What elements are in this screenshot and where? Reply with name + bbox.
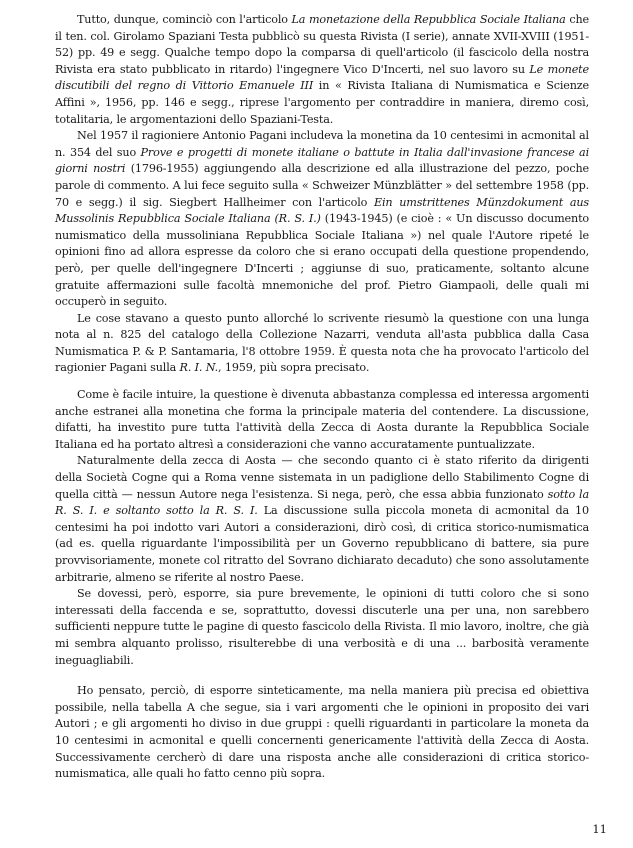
- paragraph-4: [55, 387, 589, 453]
- italic-text: La monetazione della Repubblica Sociale Italiana: [291, 13, 566, 26]
- paragraph-1: [55, 12, 589, 128]
- paragraph-6: [55, 586, 589, 669]
- text-run: in « Rivista Italiana di Numismatica e Scienze Affini », 1956, pp. 146 e segg., riprese l'argomento per contraddire in maniera, diremo così, totalitaria, le argomentazioni dello Spaziani-Testa.: [55, 79, 589, 126]
- text-run: (1796-1955) aggiungendo alla descrizione ed alla illustrazione del pezzo, poche parole di commento. A lui fece seguito sulla « Schweizer Münzblätter » del settembre 1958 (pp. 70 e segg.) il sig. Siegbert Hallheimer con l'articolo: [55, 162, 589, 209]
- italic-text: Ein umstrittenes Münzdokument aus Mussolinis Repubblica Sociale Italiana (R. S. I.): [55, 195, 589, 226]
- italic-text: R. I. N.: [179, 361, 219, 375]
- paragraph-5: [55, 453, 589, 586]
- text-run: Le cose stavano a questo punto allorché lo scrivente riesumò la questione con una lunga nota al n. 825 del catalogo della Collezione Nazarri, venduta all'asta pubblica dalla Casa Numismatica P. & P. Santamaria, l'8 ottobre 1959. È questa nota che ha provocato l'articolo del ragionier Pagani sulla: [55, 311, 589, 375]
- text-run: che il ten. col. Girolamo Spaziani Testa pubblicò su questa Rivista (I serie), annate XVII-XVIII (1951-52) pp. 49 e segg. Qualche tempo dopo la comparsa di quell'articolo (il fascicolo della nostra Rivista era stato pubblicato in ritardo) l'ingegnere Vico D'Incerti, nel suo lavoro su: [55, 13, 589, 76]
- text-run: Ho pensato, perciò, di esporre sinteticamente, ma nella maniera più precisa ed obiettiva possibile, nella tabella A che segue, sia i vari argomenti che le opinioni in proposito dei vari Autori ; e gli argomenti ho diviso in due gruppi : quelli riguardanti in particolare la moneta da 10 centesimi in acmonital e quelli concernenti genericamente l'attività della Zecca di Aosta. Successivamente cercherò di dare una risposta anche alle considerazioni di critica storico-numismatica, alle quali ho fatto cenno più sopra.: [55, 684, 589, 781]
- paragraph-3: [55, 311, 589, 377]
- text-run: (1943-1945) (e cioè : « Un discusso documento numismatico della mussoliniana Repubblica Sociale Italiana ») nel quale l'Autore ripeté le opinioni fino ad allora espresse da coloro che si erano occupati della questione propendendo, però, per quelle dell'ingegnere D'Incerti ; aggiunse di suo, praticamente, soltanto alcune gratuite affermazioni sulle facoltà mnemoniche del prof. Pietro Giampaoli, delle quali mi occuperò in seguito.: [55, 212, 590, 309]
- text-run: La discussione sulla piccola moneta di acmonital da 10 centesimi ha poi indotto vari Autori a considerazioni, dirò così, di critica storico-numismatica (ad es. quella riguardante l'impossibilità per un Governo repubblicano di battere, sia pure provvisoriamente, monete col ritratto del Sovrano dichiarato decaduto) che sono assolutamente arbitrarie, almeno se riferite al nostro Paese.: [55, 504, 589, 584]
- text-run: , 1959, più sopra precisato.: [218, 361, 370, 375]
- italic-text: sotto la R. S. I. e soltanto sotto la R. S. I.: [55, 487, 589, 518]
- paragraph-2: [55, 128, 589, 311]
- page-number: 11: [592, 822, 607, 836]
- text-run: Naturalmente della zecca di Aosta — che secondo quanto ci è stato riferito da dirigenti della Società Cogne qui a Roma venne sistemata in un padiglione dello Stabilimento Cogne di quella città — nessun Autore nega l'esistenza. Si nega, però, che essa abbia funzionato: [55, 454, 589, 501]
- text-run: Se dovessi, però, esporre, sia pure brevemente, le opinioni di tutti coloro che si sono interessati della faccenda e se, soprattutto, dovessi discuterle una per una, non sarebbero sufficienti neppure tutte le pagine di questo fascicolo della Rivista. Il mio lavoro, inoltre, che già mi sembra alquanto prolisso, risulterebbe di una verbosità e di una ... barbosità veramente ineguagliabili.: [55, 587, 589, 667]
- paragraph-7: [55, 683, 589, 783]
- italic-text: Prove e progetti di monete italiane o battute in Italia dall'invasione francese ai giorni nostri: [55, 145, 589, 176]
- text-run: Come è facile intuire, la questione è divenuta abbastanza complessa ed interessa argomenti anche estranei alla monetina che forma la principale materia del contendere. La discussione, difatti, ha investito pure tutta l'attività della Zecca di Aosta durante la Repubblica Sociale Italiana ed ha portato altresì a considerazioni che vanno accuratamente puntualizzate.: [55, 388, 589, 451]
- text-run: Tutto, dunque, cominciò con l'articolo: [77, 13, 292, 26]
- text-run: Nel 1957 il ragioniere Antonio Pagani includeva la monetina da 10 centesimi in acmonital al n. 354 del suo: [55, 129, 589, 159]
- italic-text: Le monete discutibili del regno di Vittorio Emanuele III: [55, 62, 589, 93]
